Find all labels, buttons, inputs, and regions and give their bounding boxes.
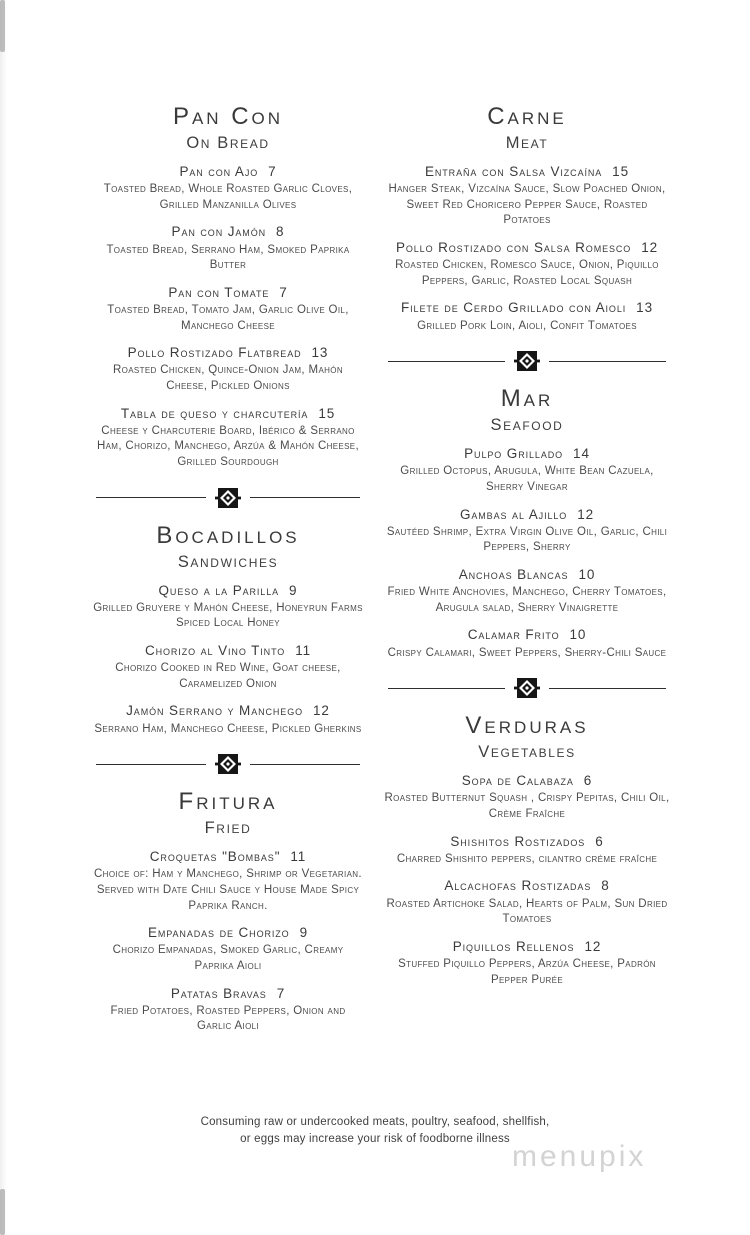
menu-item: [384, 773, 670, 822]
item-name-line: [384, 834, 670, 850]
item-price: 7: [279, 284, 288, 300]
menu-item: [92, 643, 364, 692]
item-name-text: Pulpo Grillado: [464, 446, 564, 462]
item-name-line: [92, 583, 364, 599]
item-price: 10: [569, 627, 587, 643]
menu-item: [92, 925, 364, 974]
item-name-line: [92, 703, 364, 719]
item-name-text: Patatas Bravas: [170, 985, 267, 1001]
item-price: 12: [641, 239, 659, 255]
item-description: Toasted Bread, Serrano Ham, Smoked Paprika Butter: [106, 243, 350, 272]
item-price: 8: [601, 878, 610, 894]
item-name-line: [92, 224, 364, 240]
item-name-text: Gambas al Ajillo: [459, 506, 568, 522]
item-name-line: [92, 285, 364, 301]
item-name-text: Filete de Cerdo Grillado con Aioli: [401, 300, 627, 316]
item-name-line: [384, 446, 670, 462]
item-name-line: [92, 643, 364, 659]
section-title: Carne: [487, 103, 567, 130]
section-subtitle: Sandwiches: [177, 552, 279, 571]
item-name-line: [384, 240, 670, 256]
section-title: Fritura: [178, 788, 278, 816]
item-name-text: Chorizo al Vino Tinto: [144, 643, 286, 658]
section-divider: [388, 348, 666, 374]
item-name-text: Calamar Frito: [467, 627, 560, 643]
item-description: Fried White Anchovies, Manchego, Cherry Tomatoes, Arugula salad, Sherry Vinaigrette: [387, 586, 667, 614]
item-name-text: Jamón Serrano y Manchego: [126, 703, 304, 719]
divider-line: [250, 497, 360, 498]
item-price: 15: [318, 405, 336, 421]
item-name-line: [384, 567, 670, 583]
item-name-text: Shishitos Rostizados: [450, 833, 586, 849]
item-description: Grilled Gruyere y Mahón Cheese, Honeyrun Farms Spiced Local Honey: [93, 601, 363, 630]
item-description: Crispy Calamari, Sweet Peppers, Sherry-Chili Sauce: [387, 646, 667, 659]
item-name-text: Empanadas de Chorizo: [147, 925, 290, 941]
menu-section-mar: [384, 386, 670, 661]
item-name-text: Pan con Tomate: [168, 284, 270, 300]
item-price: 11: [295, 643, 312, 658]
item-name-text: Piquillos Rellenos: [452, 938, 575, 954]
item-name-line: [384, 939, 670, 955]
item-price: 13: [636, 300, 653, 316]
menu-item: [384, 507, 670, 556]
menu-item: [92, 224, 364, 273]
item-description: Cheese y Charcuterie Board, Ibérico & Serrano Ham, Chorizo, Manchego, Arzúa & Mahón Cheese, Grilled Sourdough: [96, 424, 360, 469]
item-description: Roasted Artichoke Salad, Hearts of Palm, Sun Dried Tomatoes: [386, 897, 668, 926]
menu-item: [384, 878, 670, 927]
menu-item: [92, 406, 364, 471]
footer-disclaimer-line-2: or eggs may increase your risk of foodborne illness: [240, 1133, 510, 1146]
section-title: Bocadillos: [156, 521, 300, 549]
item-name-text: Pollo Rostizado con Salsa Romesco: [395, 239, 632, 255]
menu-item: [384, 939, 670, 988]
divider-line: [549, 688, 666, 689]
section-title: Mar: [500, 385, 554, 413]
item-price: 11: [290, 849, 307, 865]
menu-item: [92, 703, 364, 737]
item-description: Fried Potatoes, Roasted Peppers, Onion and Garlic Aioli: [110, 1004, 346, 1033]
item-name-text: Sopa de Calabaza: [461, 773, 574, 789]
item-name-line: [384, 878, 670, 894]
item-name-line: [92, 849, 364, 865]
item-name-text: Tabla de queso y charcutería: [120, 405, 309, 421]
item-name-line: [384, 773, 670, 789]
item-name-text: Pollo Rostizado Flatbread: [127, 345, 302, 361]
item-price: 14: [573, 446, 590, 462]
granada-tile-ornament-icon: [514, 675, 540, 701]
item-price: 13: [311, 345, 329, 361]
item-description: Grilled Pork Loin, Aioli, Confit Tomatoes: [417, 319, 637, 332]
section-title: Verduras: [465, 712, 589, 740]
menu-item: [384, 627, 670, 661]
item-description: Stuffed Piquillo Peppers, Arzúa Cheese, Padrón Pepper Purée: [398, 957, 656, 986]
menu-section-bocadillos: [92, 523, 364, 738]
menu-section-carne: [384, 104, 670, 334]
item-name-line: [92, 164, 364, 180]
menu-section-pan-con: [92, 104, 364, 471]
menu-item: [384, 446, 670, 495]
granada-tile-ornament-icon: [215, 485, 241, 511]
item-name-text: Alcachofas Rostizadas: [444, 878, 592, 894]
menu-item: [384, 240, 670, 289]
menu-item: [384, 300, 670, 334]
item-price: 6: [583, 773, 593, 789]
item-name-text: Pan con Jamón: [171, 224, 267, 240]
item-description: Chorizo Cooked in Red Wine, Goat cheese, Caramelized Onion: [115, 662, 341, 690]
divider-line: [96, 764, 206, 765]
item-price: 7: [276, 985, 286, 1001]
scan-smudge-top: [0, 0, 5, 52]
item-description: Sautéed Shrimp, Extra Virgin Olive Oil, Garlic, Chili Peppers, Sherry: [386, 525, 668, 554]
item-description: Charred Shishito peppers, cilantro créme fraîche: [396, 852, 658, 865]
menu-item: [92, 583, 364, 632]
item-price: 9: [289, 582, 298, 598]
divider-line: [250, 764, 360, 765]
item-name-text: Queso a la Parilla: [158, 582, 280, 598]
menupix-watermark: menupix: [512, 1140, 647, 1173]
item-description: Roasted Butternut Squash , Crispy Pepitas, Chili Oil, Crème Fraîche: [384, 792, 670, 820]
divider-line: [388, 361, 505, 362]
section-subtitle: Fried: [204, 819, 252, 838]
item-name-line: [92, 925, 364, 941]
footer-disclaimer-line-1: Consuming raw or undercooked meats, poultry, seafood, shellfish,: [200, 1116, 550, 1128]
section-subtitle: Seafood: [490, 416, 564, 435]
item-price: 8: [276, 224, 285, 240]
granada-tile-ornament-icon: [514, 348, 540, 374]
menu-item: [384, 164, 670, 229]
section-divider: [388, 675, 666, 701]
menu-item: [92, 986, 364, 1035]
item-name-text: Anchoas Blancas: [458, 566, 569, 582]
menu-section-verduras: [384, 713, 670, 988]
item-description: Roasted Chicken, Quince-Onion Jam, Mahón Cheese, Pickled Onions: [113, 364, 343, 392]
item-name-line: [92, 406, 364, 422]
item-name-text: Pan con Ajo: [179, 163, 259, 179]
menu-column-right: [384, 104, 670, 988]
section-title: Pan Con: [172, 103, 284, 130]
granada-tile-ornament-icon: [215, 751, 241, 777]
item-price: 9: [299, 925, 309, 941]
item-description: Choice of: Ham y Manchego, Shrimp or Vegetarian. Served with Date Chili Sauce y House Made Spicy Paprika Ranch.: [94, 868, 362, 912]
item-name-line: [384, 164, 670, 180]
item-name-text: Entraña con Salsa Vizcaína: [424, 163, 603, 179]
item-description: Toasted Bread, Whole Roasted Garlic Cloves, Grilled Manzanilla Olives: [103, 183, 353, 211]
item-name-line: [92, 345, 364, 361]
item-description: Toasted Bread, Tomato Jam, Garlic Olive Oil, Manchego Cheese: [107, 303, 349, 332]
section-subtitle: Vegetables: [478, 743, 576, 762]
divider-line: [388, 688, 505, 689]
item-price: 12: [313, 703, 330, 719]
section-divider: [96, 751, 360, 777]
item-price: 6: [595, 833, 604, 849]
item-description: Grilled Octopus, Arugula, White Bean Cazuela, Sherry Vinegar: [400, 465, 654, 493]
divider-line: [96, 497, 206, 498]
menu-item: [92, 345, 364, 394]
item-price: 7: [268, 163, 277, 179]
item-description: Serrano Ham, Manchego Cheese, Pickled Gherkins: [94, 722, 362, 735]
item-name-line: [384, 300, 670, 316]
item-price: 12: [584, 938, 602, 954]
menu-item: [92, 849, 364, 914]
item-price: 12: [577, 506, 595, 522]
section-divider: [96, 485, 360, 511]
section-subtitle: Meat: [505, 133, 549, 152]
menu-item: [92, 285, 364, 334]
item-name-line: [92, 986, 364, 1002]
menu-item: [92, 164, 364, 213]
scan-edge-artifact: [0, 0, 7, 1235]
divider-line: [549, 361, 666, 362]
menu-item: [384, 834, 670, 868]
menu-item: [384, 567, 670, 616]
menu-section-fritura: [92, 789, 364, 1035]
section-subtitle: On Bread: [186, 133, 270, 152]
item-description: Roasted Chicken, Romesco Sauce, Onion, Piquillo Peppers, Garlic, Roasted Local Squash: [395, 259, 659, 287]
scan-smudge-bottom: [0, 1189, 5, 1235]
item-name-text: Croquetas "Bombas": [149, 849, 281, 865]
item-price: 10: [578, 566, 596, 582]
item-price: 15: [612, 163, 629, 179]
item-name-line: [384, 627, 670, 643]
menu-column-left: [92, 104, 364, 1035]
item-name-line: [384, 507, 670, 523]
item-description: Hanger Steak, Vizcaína Sauce, Slow Poached Onion, Sweet Red Choricero Pepper Sauce, Roasted Potatoes: [388, 183, 666, 227]
item-description: Chorizo Empanadas, Smoked Garlic, Creamy Paprika Aioli: [112, 944, 344, 972]
